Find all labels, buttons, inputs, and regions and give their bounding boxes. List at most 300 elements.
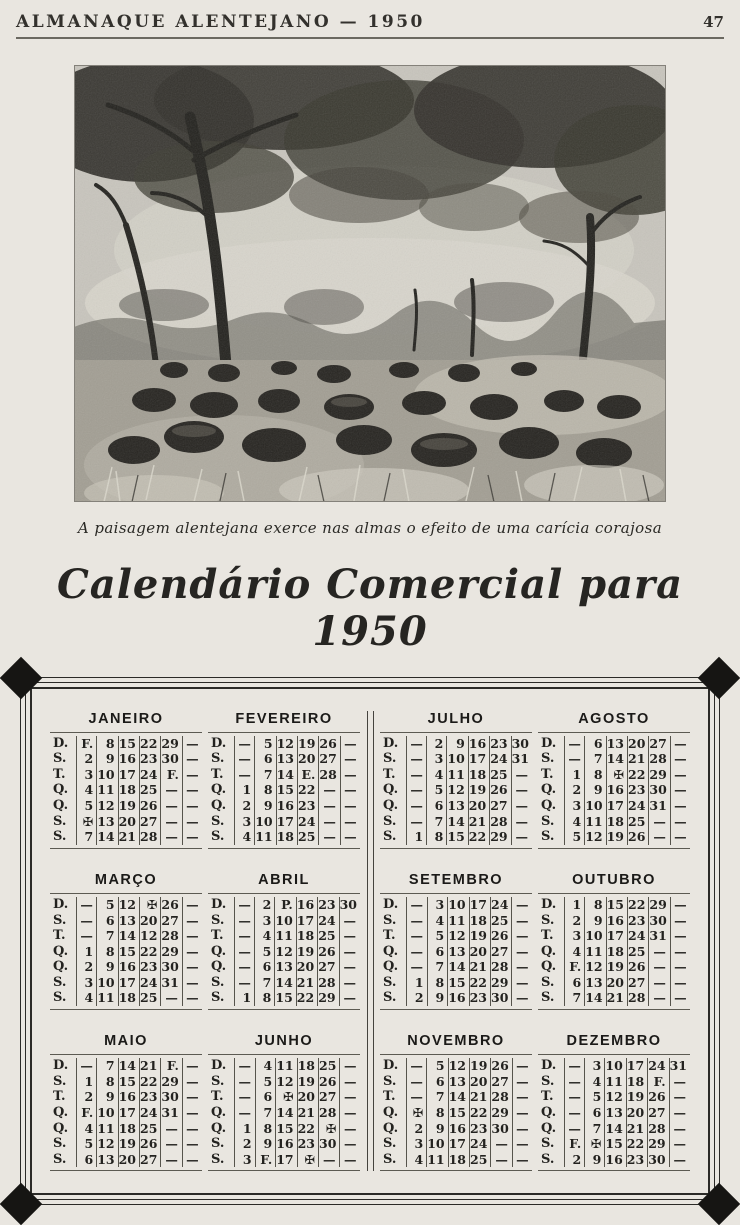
day-cell: 15	[446, 829, 467, 845]
weekday-label: Q.	[383, 1105, 399, 1121]
day-cell: 19	[606, 829, 627, 845]
weekday-label: Q.	[211, 782, 227, 798]
day-cell: 25	[627, 944, 648, 960]
day-cell: 26	[139, 1136, 160, 1152]
day-cell: 18	[118, 782, 139, 798]
day-cell: 29	[160, 736, 181, 752]
day-cell: —	[160, 1121, 181, 1137]
day-cell: 23	[297, 798, 318, 814]
day-cell: 3	[254, 913, 274, 929]
day-cell: —	[339, 1136, 360, 1152]
day-cell: —	[670, 798, 690, 814]
day-cell: —	[406, 814, 426, 830]
day-cell: —	[670, 944, 690, 960]
day-cell: —	[564, 751, 584, 767]
day-cell: 20	[139, 913, 160, 929]
day-cell: 25	[317, 928, 338, 944]
day-cell: 16	[118, 1089, 139, 1105]
weekday-label: S.	[211, 813, 225, 829]
day-cell: 9	[255, 1136, 276, 1152]
day-cell: 22	[627, 897, 648, 913]
day-cell: 24	[139, 767, 160, 783]
weekday-label: Q.	[383, 1120, 399, 1136]
day-cell: 6	[255, 1089, 276, 1105]
day-cell: 20	[469, 944, 490, 960]
weekday-label: S.	[211, 974, 225, 990]
day-cell: —	[76, 913, 96, 929]
day-cell: —	[182, 814, 202, 830]
weekday-label: S.	[383, 974, 397, 990]
day-cell: 3	[584, 1058, 604, 1074]
day-cell: 8	[254, 990, 274, 1006]
day-cell: 2	[406, 1121, 426, 1137]
day-cell: 5	[76, 1136, 96, 1152]
weekday-label: S.	[383, 990, 397, 1006]
weekday-label: S.	[211, 1151, 225, 1167]
day-cell: 14	[448, 1089, 469, 1105]
month-abril	[208, 872, 360, 1010]
day-cell: 17	[118, 767, 139, 783]
weekday-label: Q.	[541, 797, 557, 813]
day-cell: 14	[276, 767, 297, 783]
day-cell: 4	[76, 782, 96, 798]
month-grid	[208, 1054, 360, 1171]
day-cell: —	[648, 990, 669, 1006]
day-cell: 3	[76, 767, 96, 783]
day-cell: —	[512, 1136, 532, 1152]
holy-day-cross-icon: ✠	[275, 1089, 296, 1105]
almanac-title: ALMANAQUE ALENTEJANO — 1950	[16, 12, 425, 32]
weekday-label: D.	[211, 896, 227, 912]
month-janeiro	[50, 711, 202, 849]
day-cell: 29	[647, 1136, 668, 1152]
weekday-label: Q.	[53, 782, 69, 798]
page-number: 47	[703, 13, 724, 31]
day-cell: 14	[274, 975, 295, 991]
day-cell: 25	[318, 1058, 339, 1074]
day-cell: —	[648, 959, 669, 975]
day-cell: 28	[648, 751, 669, 767]
page-header	[16, 12, 724, 39]
weekday-label: S.	[541, 829, 555, 845]
month-grid	[380, 732, 532, 849]
day-cell: 5	[426, 1058, 447, 1074]
day-cell: 9	[96, 751, 117, 767]
day-cell: —	[160, 814, 181, 830]
day-cell: —	[511, 767, 532, 783]
day-cell: —	[669, 1136, 690, 1152]
weekday-label: S.	[383, 912, 397, 928]
weekday-label: Q.	[383, 797, 399, 813]
day-cell: —	[406, 1074, 426, 1090]
day-cell: 17	[606, 798, 627, 814]
day-cell: 31	[511, 751, 532, 767]
day-cell: 10	[584, 798, 605, 814]
day-cell: 18	[297, 1058, 318, 1074]
day-cell: 1	[564, 767, 584, 783]
day-cell: F.	[160, 767, 181, 783]
day-cell: P.	[274, 897, 295, 913]
day-cell: —	[406, 944, 427, 960]
day-cell: 15	[118, 944, 139, 960]
weekday-label: T.	[383, 1089, 396, 1105]
day-cell: 18	[469, 913, 490, 929]
month-junho	[208, 1033, 360, 1171]
day-cell: —	[318, 829, 339, 845]
day-cell: —	[160, 1152, 181, 1168]
weekday-label: T.	[53, 928, 66, 944]
day-cell: —	[182, 959, 202, 975]
weekday-label: T.	[383, 928, 396, 944]
day-cell: 4	[426, 767, 446, 783]
day-cell: 1	[76, 944, 96, 960]
day-cell: 12	[96, 798, 117, 814]
day-cell: 18	[606, 944, 627, 960]
day-cell: —	[406, 959, 427, 975]
day-cell: 26	[627, 829, 648, 845]
day-cell: 31	[160, 975, 181, 991]
weekday-label: S.	[383, 1136, 397, 1152]
day-cell: 10	[96, 1105, 117, 1121]
day-cell: 26	[489, 782, 510, 798]
weekday-label: S.	[541, 1073, 555, 1089]
day-cell: 2	[564, 782, 584, 798]
day-cell: 21	[469, 959, 490, 975]
day-cell: 23	[627, 913, 648, 929]
landscape-photo-art	[74, 65, 666, 502]
day-cell: —	[406, 913, 427, 929]
day-cell: 14	[446, 814, 467, 830]
day-cell: 4	[564, 814, 584, 830]
day-cell: 8	[426, 1105, 447, 1121]
day-cell: —	[670, 928, 690, 944]
day-cell: —	[76, 928, 96, 944]
day-cell: —	[669, 1089, 690, 1105]
day-cell: 15	[275, 1121, 296, 1137]
day-cell: 11	[426, 1152, 447, 1168]
day-cell: —	[406, 1089, 426, 1105]
day-cell: —	[234, 751, 254, 767]
day-cell: 12	[604, 1089, 625, 1105]
month-title: AGOSTO	[578, 710, 650, 727]
day-cell: 23	[139, 751, 160, 767]
day-cell: —	[182, 1089, 202, 1105]
day-cell: —	[670, 814, 690, 830]
day-cell: —	[512, 1121, 532, 1137]
day-cell: 14	[604, 1121, 625, 1137]
day-cell: 3	[564, 798, 584, 814]
holy-day-cross-icon: ✠	[584, 1136, 604, 1152]
day-cell: 20	[297, 1089, 318, 1105]
day-cell: —	[234, 897, 254, 913]
month-setembro	[380, 872, 532, 1010]
weekday-label: S.	[541, 751, 555, 767]
column-divider	[367, 711, 374, 1172]
day-cell: 12	[448, 1058, 469, 1074]
month-title: FEVEREIRO	[235, 710, 333, 727]
day-cell: 21	[469, 1089, 490, 1105]
day-cell: 6	[96, 913, 117, 929]
day-cell: 16	[606, 782, 627, 798]
day-cell: 16	[447, 990, 468, 1006]
holy-day-cross-icon: ✠	[76, 814, 96, 830]
day-cell: —	[182, 913, 202, 929]
day-cell: 9	[446, 736, 467, 752]
day-cell: —	[511, 897, 532, 913]
day-cell: 16	[118, 751, 139, 767]
day-cell: 25	[297, 829, 318, 845]
day-cell: 2	[426, 736, 446, 752]
day-cell: 6	[584, 1105, 604, 1121]
month-title: DEZEMBRO	[566, 1033, 662, 1050]
day-cell: —	[182, 1121, 202, 1137]
day-cell: 4	[406, 1152, 426, 1168]
day-cell: 30	[490, 990, 511, 1006]
day-cell: 17	[276, 814, 297, 830]
day-cell: 12	[446, 782, 467, 798]
day-cell: 5	[254, 736, 275, 752]
day-cell: 2	[76, 751, 96, 767]
day-cell: 10	[447, 897, 468, 913]
day-cell: 12	[447, 928, 468, 944]
month-grid	[50, 732, 202, 849]
day-cell: 5	[426, 782, 446, 798]
day-cell: 22	[469, 1105, 490, 1121]
weekday-label: Q.	[211, 1105, 227, 1121]
day-cell: 1	[564, 897, 584, 913]
photo-caption: A paisagem alentejana exerce nas almas o efeito de uma carícia corajosa	[77, 519, 663, 537]
day-cell: 28	[139, 829, 160, 845]
weekday-label: T.	[53, 766, 66, 782]
day-cell: —	[234, 736, 254, 752]
day-cell: —	[182, 1058, 202, 1074]
holy-day-cross-icon: ✠	[297, 1152, 318, 1168]
month-grid	[538, 893, 690, 1010]
day-cell: —	[670, 990, 690, 1006]
day-cell: —	[648, 814, 669, 830]
day-cell: 16	[604, 1152, 625, 1168]
day-cell: —	[234, 959, 254, 975]
day-cell: 23	[317, 897, 338, 913]
day-cell: 13	[96, 814, 117, 830]
day-cell: —	[182, 897, 202, 913]
day-cell: 22	[469, 975, 490, 991]
weekday-label: S.	[53, 990, 67, 1006]
day-cell: 14	[118, 1058, 139, 1074]
day-cell: 26	[318, 1074, 339, 1090]
day-cell: 19	[606, 959, 627, 975]
day-cell: 6	[584, 736, 605, 752]
day-cell: —	[160, 1136, 181, 1152]
day-cell: 27	[139, 814, 160, 830]
day-cell: 17	[118, 975, 139, 991]
day-cell: 17	[469, 897, 490, 913]
day-cell: 25	[139, 782, 160, 798]
weekday-label: T.	[211, 1089, 224, 1105]
day-cell: —	[182, 736, 202, 752]
day-cell: 20	[626, 1105, 647, 1121]
day-cell: —	[182, 782, 202, 798]
day-cell: —	[76, 1058, 96, 1074]
month-title: NOVEMBRO	[407, 1033, 505, 1050]
day-cell: 9	[254, 798, 275, 814]
day-cell: —	[182, 975, 202, 991]
day-cell: 31	[648, 928, 669, 944]
day-cell: 10	[426, 1136, 447, 1152]
day-cell: —	[182, 1152, 202, 1168]
day-cell: 20	[627, 736, 648, 752]
day-cell: 16	[276, 798, 297, 814]
day-cell: 9	[584, 913, 605, 929]
weekday-label: D.	[383, 735, 399, 751]
day-cell: 19	[297, 1074, 318, 1090]
day-cell: —	[182, 990, 202, 1006]
day-cell: —	[160, 829, 181, 845]
day-cell: —	[339, 990, 360, 1006]
day-cell: —	[234, 1105, 255, 1121]
weekday-label: S.	[383, 1073, 397, 1089]
day-cell: 16	[448, 1121, 469, 1137]
day-cell: 11	[584, 814, 605, 830]
weekday-label: S.	[383, 829, 397, 845]
day-cell: 21	[139, 1058, 160, 1074]
day-cell: 10	[96, 767, 117, 783]
day-cell: 17	[606, 928, 627, 944]
day-cell: —	[340, 829, 360, 845]
day-cell: —	[669, 1074, 690, 1090]
day-cell: 13	[584, 975, 605, 991]
day-cell: —	[339, 1089, 360, 1105]
day-cell: 25	[469, 1152, 490, 1168]
month-maio	[50, 1033, 202, 1171]
day-cell: 17	[118, 1105, 139, 1121]
day-cell: 7	[427, 959, 448, 975]
day-cell: 8	[96, 944, 117, 960]
month-grid	[50, 893, 202, 1010]
day-cell: —	[182, 1074, 202, 1090]
day-cell: 18	[448, 1152, 469, 1168]
day-cell: —	[182, 798, 202, 814]
day-cell: —	[670, 975, 690, 991]
day-cell: F.	[647, 1074, 668, 1090]
day-cell: 1	[234, 990, 254, 1006]
day-cell: 21	[296, 975, 317, 991]
day-cell: 20	[469, 1074, 490, 1090]
day-cell: 10	[274, 913, 295, 929]
day-cell: —	[182, 944, 202, 960]
day-cell: 7	[426, 814, 446, 830]
day-cell: —	[648, 975, 669, 991]
weekday-label: Q.	[541, 943, 557, 959]
day-cell: 11	[96, 782, 117, 798]
day-cell: —	[564, 1121, 584, 1137]
day-cell: 23	[469, 1121, 490, 1137]
day-cell: 30	[511, 736, 532, 752]
day-cell: 17	[448, 1136, 469, 1152]
day-cell: 19	[296, 944, 317, 960]
day-cell: 23	[139, 1089, 160, 1105]
day-cell: 30	[647, 1152, 668, 1168]
day-cell: 2	[406, 990, 427, 1006]
day-cell: 29	[490, 975, 511, 991]
day-cell: 27	[490, 1074, 511, 1090]
day-cell: 31	[648, 798, 669, 814]
day-cell: 28	[160, 928, 181, 944]
day-cell: 18	[468, 767, 489, 783]
holy-day-cross-icon: ✠	[606, 767, 627, 783]
weekday-label: T.	[211, 766, 224, 782]
day-cell: 28	[490, 959, 511, 975]
day-cell: —	[340, 814, 360, 830]
day-cell: 11	[584, 944, 605, 960]
day-cell: 7	[96, 928, 117, 944]
day-cell: 27	[317, 959, 338, 975]
day-cell: F.	[160, 1058, 181, 1074]
day-cell: —	[182, 1136, 202, 1152]
weekday-label: D.	[53, 896, 69, 912]
day-cell: 7	[96, 1058, 117, 1074]
day-cell: 7	[564, 990, 584, 1006]
day-cell: 21	[468, 814, 489, 830]
day-cell: 23	[489, 736, 510, 752]
day-cell: 29	[490, 1105, 511, 1121]
day-cell: —	[512, 1058, 532, 1074]
weekday-label: Q.	[53, 1105, 69, 1121]
day-cell: —	[512, 1152, 532, 1168]
calendar-frame	[20, 677, 720, 1205]
day-cell: —	[318, 1152, 339, 1168]
day-cell: 23	[139, 959, 160, 975]
day-cell: —	[670, 767, 690, 783]
day-cell: 14	[606, 751, 627, 767]
weekday-label: S.	[383, 1151, 397, 1167]
day-cell: 5	[96, 897, 117, 913]
day-cell: 17	[468, 751, 489, 767]
day-cell: 24	[139, 975, 160, 991]
weekday-label: Q.	[383, 943, 399, 959]
month-novembro	[380, 1033, 532, 1171]
day-cell: 3	[564, 928, 584, 944]
month-title: ABRIL	[258, 871, 310, 888]
day-cell: —	[182, 829, 202, 845]
day-cell: 10	[96, 975, 117, 991]
day-cell: 26	[490, 928, 511, 944]
weekday-label: Q.	[211, 797, 227, 813]
month-title: JANEIRO	[88, 710, 164, 727]
day-cell: 15	[606, 897, 627, 913]
day-cell: 9	[426, 1121, 447, 1137]
day-cell: 11	[447, 913, 468, 929]
day-cell: —	[339, 1074, 360, 1090]
month-title: OUTUBRO	[572, 871, 656, 888]
month-title: MARÇO	[94, 871, 158, 888]
day-cell: —	[182, 928, 202, 944]
day-cell: 28	[317, 975, 338, 991]
weekday-label: S.	[211, 1136, 225, 1152]
day-cell: —	[234, 975, 254, 991]
landscape-photo	[74, 65, 666, 502]
day-cell: 19	[468, 782, 489, 798]
day-cell: 27	[139, 1152, 160, 1168]
day-cell: 21	[627, 751, 648, 767]
day-cell: 30	[339, 897, 360, 913]
day-cell: 13	[276, 751, 297, 767]
day-cell: 7	[584, 1121, 604, 1137]
day-cell: 9	[96, 959, 117, 975]
day-cell: 22	[468, 829, 489, 845]
day-cell: 2	[564, 913, 584, 929]
day-cell: 11	[274, 928, 295, 944]
